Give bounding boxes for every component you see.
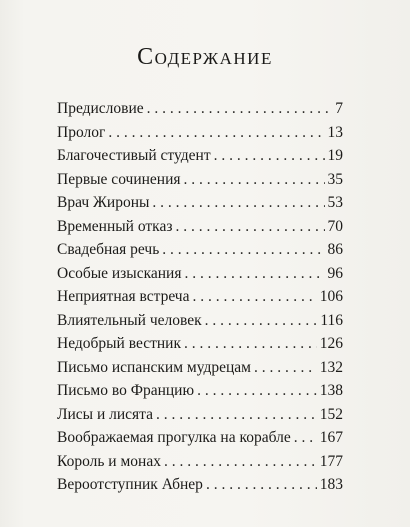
toc-entry-page-number: 138 bbox=[319, 382, 343, 399]
toc-entry bbox=[57, 144, 343, 168]
toc-entry-title: Особые изыскания bbox=[57, 264, 182, 282]
toc-entry-page-number: 167 bbox=[319, 429, 343, 446]
dot-leader bbox=[184, 332, 317, 356]
toc-entry bbox=[57, 168, 343, 192]
toc-entry-title: Письмо испанским мудрецам bbox=[57, 358, 251, 376]
toc-entry-title: Предисловие bbox=[57, 100, 144, 117]
dot-leader bbox=[152, 191, 324, 215]
toc-entry-title: Влиятельный человек bbox=[57, 311, 202, 329]
toc-entry-page-number: 152 bbox=[319, 405, 343, 423]
toc-entry bbox=[57, 473, 343, 497]
toc-entry-title: Первые сочинения bbox=[57, 170, 181, 188]
toc-entry-title: Врач Жироны bbox=[57, 194, 150, 211]
toc-entry-title: Письмо во Францию bbox=[57, 382, 195, 399]
toc-entry-title: Воображаемая прогулка на корабле bbox=[57, 429, 291, 446]
toc-entry-page-number: 96 bbox=[327, 264, 343, 282]
toc-entry-page-number: 19 bbox=[327, 147, 343, 164]
toc-entry-page-number: 183 bbox=[319, 476, 343, 493]
toc-entry-title: Неприятная встреча bbox=[57, 288, 190, 305]
dot-leader bbox=[206, 473, 317, 497]
dot-leader bbox=[192, 285, 316, 309]
toc-entry bbox=[57, 450, 343, 474]
toc-entry-title: Благочестивый студент bbox=[57, 147, 211, 164]
toc-entry-page-number: 35 bbox=[327, 170, 343, 188]
toc-entry bbox=[57, 285, 343, 309]
toc-entry bbox=[57, 426, 343, 450]
dot-leader bbox=[175, 215, 324, 239]
toc-entry-title: Свадебная речь bbox=[57, 241, 160, 258]
toc-entry bbox=[57, 97, 343, 121]
dot-leader bbox=[108, 121, 324, 145]
toc-entry bbox=[57, 262, 343, 286]
toc-entry bbox=[57, 403, 343, 427]
dot-leader bbox=[184, 168, 325, 192]
toc-entry bbox=[57, 191, 343, 215]
toc-entry-title: Лисы и лисята bbox=[57, 405, 154, 423]
toc-entry-title: Король и монах bbox=[57, 452, 161, 470]
toc-entry-page-number: 13 bbox=[327, 123, 343, 141]
dot-leader bbox=[147, 97, 333, 121]
toc-entry-page-number: 116 bbox=[320, 311, 343, 329]
dot-leader bbox=[197, 379, 317, 403]
toc-entry bbox=[57, 238, 343, 262]
page-title: Содержание bbox=[137, 44, 273, 70]
toc-entry-title: Временный отказ bbox=[57, 217, 173, 235]
dot-leader bbox=[214, 144, 325, 168]
toc-entry bbox=[57, 379, 343, 403]
toc-entry bbox=[57, 309, 343, 333]
dot-leader bbox=[294, 426, 317, 450]
toc-entry-page-number: 86 bbox=[327, 241, 343, 258]
toc-entry bbox=[57, 121, 343, 145]
table-of-contents bbox=[57, 97, 343, 497]
toc-entry-title: Пролог bbox=[57, 123, 106, 141]
toc-entry-page-number: 70 bbox=[327, 217, 343, 235]
toc-entry-page-number: 7 bbox=[335, 100, 343, 117]
toc-entry bbox=[57, 356, 343, 380]
dot-leader bbox=[156, 403, 317, 427]
dot-leader bbox=[184, 262, 324, 286]
dot-leader bbox=[205, 309, 318, 333]
dot-leader bbox=[162, 238, 324, 262]
toc-entry-page-number: 53 bbox=[327, 194, 343, 211]
toc-entry-page-number: 126 bbox=[319, 335, 343, 352]
toc-entry-title: Вероотступник Абнер bbox=[57, 476, 203, 493]
toc-entry-page-number: 132 bbox=[319, 358, 343, 376]
toc-entry-title: Недобрый вестник bbox=[57, 335, 181, 352]
dot-leader bbox=[164, 450, 317, 474]
dot-leader bbox=[254, 356, 317, 380]
toc-entry-page-number: 106 bbox=[319, 288, 343, 305]
toc-entry-page-number: 177 bbox=[319, 452, 343, 470]
toc-entry bbox=[57, 215, 343, 239]
toc-entry bbox=[57, 332, 343, 356]
